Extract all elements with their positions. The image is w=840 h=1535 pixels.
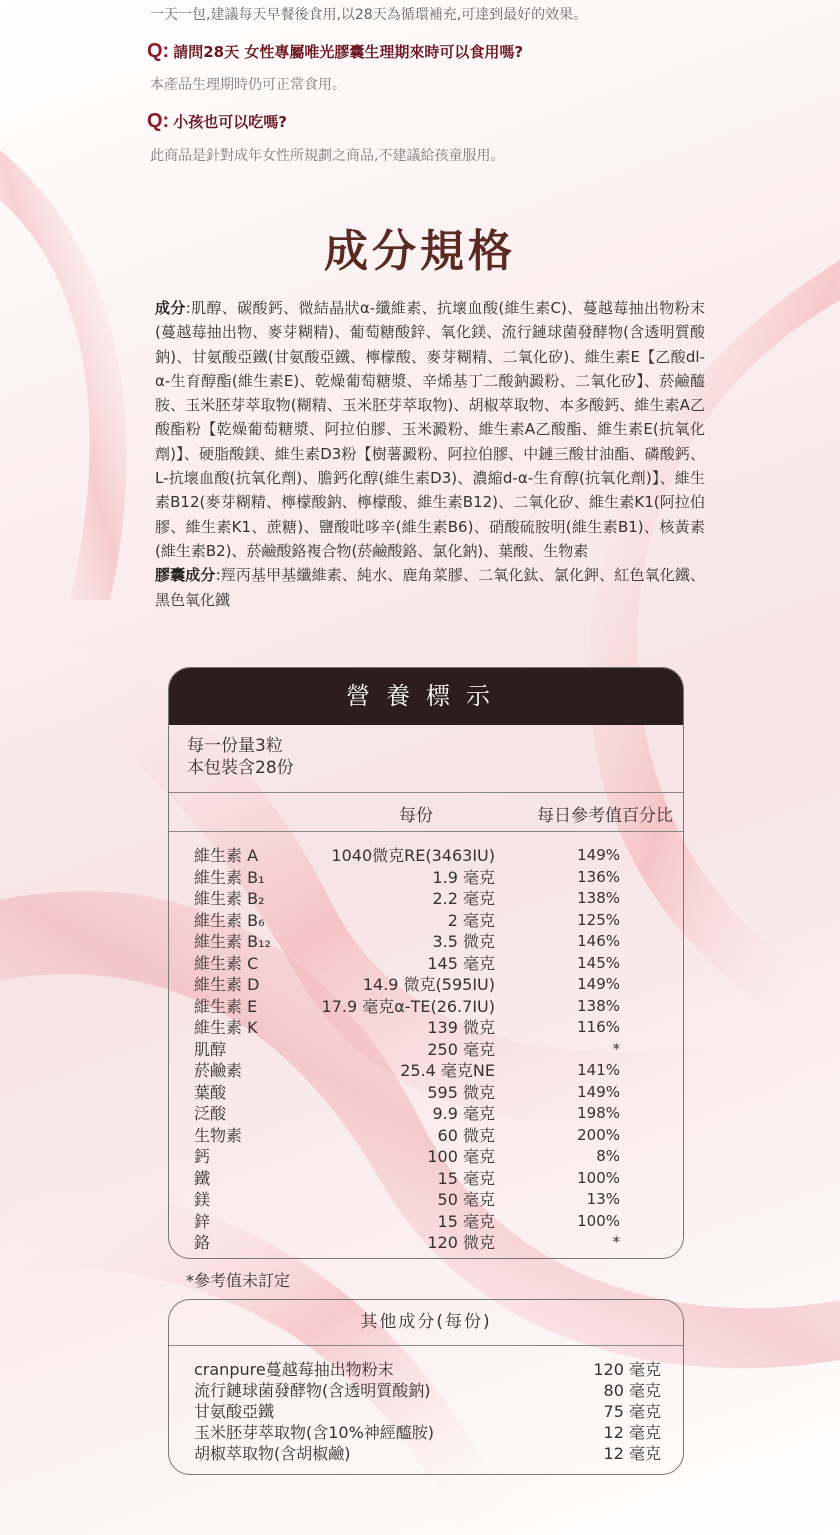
table-row	[169, 910, 683, 932]
table-row	[169, 1232, 683, 1254]
serving-size: 每一份量3粒	[187, 736, 283, 756]
faq-answer-2: 此商品是針對成年女性所規劃之商品,不建議給孩童服用。	[150, 148, 505, 164]
ingredients-label: 成分	[155, 299, 186, 317]
table-row	[169, 974, 683, 996]
nutrient-daily-pct: 100%	[577, 1211, 620, 1230]
section-title: 成分規格	[324, 226, 516, 277]
faq-question-text: 請問28天 女性專屬唯光膠囊生理期來時可以食用嗎?	[173, 43, 524, 61]
nutrient-amount: 14.9 微克(595IU)	[362, 975, 495, 994]
nutrition-facts-table	[168, 667, 684, 1259]
nutrient-amount: 595 微克	[427, 1082, 495, 1102]
table-row	[169, 996, 683, 1018]
nutrient-name: 肌醇	[194, 1039, 227, 1059]
nutrient-name: 生物素	[194, 1125, 243, 1145]
nutrient-amount: 15 毫克	[437, 1168, 495, 1188]
nutrient-name: 維生素 B₂	[194, 889, 265, 908]
col-daily-pct: 每日參考值百分比	[537, 806, 673, 826]
q-mark: Q:	[147, 110, 170, 132]
nutrient-amount: 100 毫克	[427, 1147, 495, 1166]
nutrient-daily-pct: 136%	[577, 867, 620, 886]
nutrient-daily-pct: 149%	[577, 1082, 620, 1101]
nutrition-title: 營養標示	[169, 668, 683, 725]
nutrient-daily-pct: 138%	[577, 889, 620, 907]
nutrient-daily-pct: 149%	[577, 975, 620, 993]
nutrient-name: 維生素 A	[194, 846, 259, 865]
nutrient-name: 維生素 B₁	[194, 867, 265, 887]
nutrient-amount: 17.9 毫克α-TE(26.7IU)	[321, 996, 495, 1016]
table-row	[169, 1039, 683, 1061]
table-row	[169, 1060, 683, 1082]
table-row	[169, 867, 683, 889]
other-ingredient-amount: 80 毫克	[603, 1381, 661, 1400]
table-row	[169, 845, 683, 867]
table-row	[169, 888, 683, 910]
table-row	[169, 1103, 683, 1125]
nutrient-amount: 1.9 毫克	[432, 867, 495, 887]
ingredients-block	[155, 296, 705, 612]
nutrient-daily-pct: 125%	[577, 910, 620, 929]
table-row	[169, 953, 683, 975]
other-rows	[169, 1359, 683, 1464]
other-ingredient-amount: 12 毫克	[603, 1423, 661, 1442]
ingredients-text: :肌醇、碳酸鈣、微結晶狀α-纖維素、抗壞血酸(維生素C)、蔓越莓抽出物粉末(蔓越莓抽出物、麥芽糊精)、葡萄糖酸鋅、氧化鎂、流行鏈球菌發酵物(含透明質酸鈉)、甘氨酸亞鐵(甘氨酸亞鐵、檸檬酸、麥芽糊精、二氧化矽)、維生素E【乙酸dl-α-生育醇酯(維生素E)、乾燥葡萄糖漿、辛烯基丁二酸鈉澱粉、二氧化矽】、菸鹼醯胺、玉米胚芽萃取物(糊精、玉米胚芽萃取物)、胡椒萃取物、本多酸鈣、維生素A乙酸酯粉【乾燥葡萄糖漿、阿拉伯膠、玉米澱粉、維生素A乙酸酯、維生素E(抗氧化劑)】、硬脂酸鎂、維生素D3粉【樹薯澱粉、阿拉伯膠、中鏈三酸甘油酯、磷酸鈣、L-抗壞血酸(抗氧化劑)、膽鈣化醇(維生素D3)、濃縮d-α-生育醇(抗氧化劑)】、維生素B12(麥芽糊精、檸檬酸鈉、檸檬酸、維生素B12)、二氧化矽、維生素K1(阿拉伯膠、維生素K1、蔗糖)、鹽酸吡哆辛(維生素B6)、硝酸硫胺明(維生素B1)、核黃素(維生素B2)、菸鹼酸鉻複合物(菸鹼酸鉻、氯化鈉)、葉酸、生物素	[155, 299, 705, 560]
nutrient-amount: 145 毫克	[427, 953, 495, 973]
faq-question-text: 小孩也可以吃嗎?	[173, 113, 287, 131]
nutrient-daily-pct: 141%	[577, 1061, 620, 1079]
nutrient-amount: 60 微克	[437, 1125, 495, 1145]
intro-text: 一天一包,建議每天早餐後食用,以28天為循環補充,可達到最好的效果。	[150, 7, 588, 23]
faq-question-1	[147, 40, 523, 63]
nutrient-name: 菸鹼素	[194, 1061, 243, 1080]
servings-per-pack: 本包裝含28份	[187, 758, 294, 778]
table-row	[169, 1401, 683, 1422]
table-row	[169, 1359, 683, 1380]
nutrient-daily-pct: *	[612, 1039, 620, 1058]
nutrient-name: 鐵	[194, 1168, 211, 1188]
nutrient-name: 維生素 E	[194, 996, 258, 1016]
table-row	[169, 1146, 683, 1168]
nutrient-amount: 9.9 毫克	[432, 1104, 495, 1123]
nutrient-name: 鎂	[194, 1190, 211, 1209]
other-ingredient-amount: 12 毫克	[603, 1444, 661, 1463]
nutrient-name: 鉻	[194, 1233, 211, 1252]
nutrient-name: 鈣	[194, 1147, 211, 1166]
table-row	[169, 1125, 683, 1147]
table-row	[169, 1443, 683, 1464]
table-row	[169, 1189, 683, 1211]
nutrient-daily-pct: 146%	[577, 932, 620, 950]
nutrient-daily-pct: 145%	[577, 953, 620, 972]
nutrition-column-headers	[169, 792, 683, 832]
nutrient-daily-pct: 200%	[577, 1125, 620, 1144]
nutrient-amount: 3.5 微克	[432, 932, 495, 951]
nutrient-amount: 250 毫克	[427, 1039, 495, 1059]
nutrient-daily-pct: 13%	[586, 1190, 620, 1208]
other-ingredient-amount: 75 毫克	[603, 1402, 661, 1421]
col-per-serving: 每份	[399, 806, 433, 826]
table-row	[169, 1211, 683, 1233]
footnote: *參考值未訂定	[186, 1271, 291, 1290]
nutrient-amount: 25.4 毫克NE	[400, 1061, 495, 1080]
table-row	[169, 1380, 683, 1401]
nutrient-amount: 2 毫克	[447, 910, 495, 930]
nutrient-name: 維生素 D	[194, 975, 260, 994]
other-ingredient-name: 甘氨酸亞鐵	[194, 1402, 275, 1421]
faq-question-2	[147, 110, 287, 133]
nutrient-daily-pct: 149%	[577, 846, 620, 864]
table-row	[169, 1168, 683, 1190]
other-ingredient-name: cranpure蔓越莓抽出物粉末	[194, 1360, 394, 1379]
nutrient-name: 維生素 C	[194, 953, 259, 973]
nutrient-daily-pct: 138%	[577, 996, 620, 1015]
faq-answer-1: 本產品生理期時仍可正常食用。	[150, 77, 346, 93]
nutrient-amount: 120 微克	[427, 1233, 495, 1252]
other-ingredient-name: 胡椒萃取物(含胡椒鹼)	[194, 1444, 351, 1463]
nutrient-name: 泛酸	[194, 1104, 227, 1123]
nutrient-amount: 1040微克RE(3463IU)	[331, 846, 495, 865]
serving-info	[169, 725, 683, 783]
nutrient-amount: 50 毫克	[437, 1190, 495, 1209]
capsule-label: 膠囊成分	[155, 566, 216, 585]
nutrient-name: 維生素 B₁₂	[194, 932, 271, 951]
table-row	[169, 1422, 683, 1443]
table-row	[169, 931, 683, 953]
nutrient-name: 維生素 B₆	[194, 910, 265, 930]
nutrient-name: 葉酸	[194, 1082, 227, 1102]
other-ingredient-amount: 120 毫克	[593, 1360, 661, 1379]
table-row	[169, 1082, 683, 1104]
nutrition-rows	[169, 845, 683, 1254]
nutrient-daily-pct: 100%	[577, 1168, 620, 1187]
other-ingredient-name: 流行鏈球菌發酵物(含透明質酸鈉)	[194, 1381, 431, 1400]
nutrient-daily-pct: 198%	[577, 1104, 620, 1122]
q-mark: Q:	[147, 40, 170, 62]
nutrient-daily-pct: 8%	[596, 1147, 620, 1165]
other-title: 其他成分(每份)	[169, 1300, 683, 1346]
capsule-text: :羥丙基甲基纖維素、純水、鹿角菜膠、二氧化鈦、氯化鉀、紅色氧化鐵、黑色氧化鐵	[155, 566, 705, 609]
nutrient-amount: 15 毫克	[437, 1211, 495, 1231]
nutrient-name: 維生素 K	[194, 1018, 258, 1037]
nutrient-amount: 2.2 毫克	[432, 889, 495, 908]
other-ingredients-table	[168, 1299, 684, 1475]
nutrient-name: 鋅	[194, 1211, 211, 1231]
nutrient-amount: 139 微克	[427, 1018, 495, 1037]
table-row	[169, 1017, 683, 1039]
nutrient-daily-pct: 116%	[577, 1018, 620, 1036]
nutrient-daily-pct: *	[612, 1233, 620, 1251]
other-ingredient-name: 玉米胚芽萃取物(含10%神經醯胺)	[194, 1423, 435, 1442]
